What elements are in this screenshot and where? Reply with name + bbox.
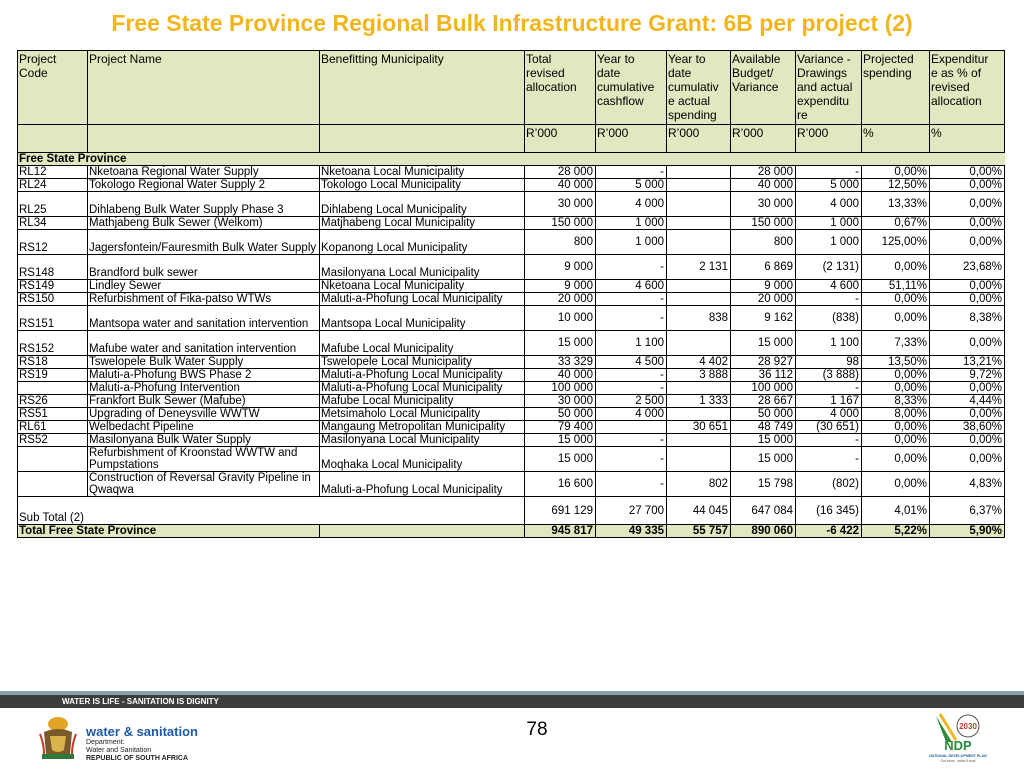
table-cell: 1 333 — [667, 395, 731, 408]
table-row — [18, 356, 1005, 369]
table-row — [18, 331, 1005, 356]
table-cell — [667, 382, 731, 395]
table-cell — [667, 293, 731, 306]
table-row — [18, 434, 1005, 447]
table-cell: 0,00% — [862, 382, 930, 395]
page-title: Free State Province Regional Bulk Infrastructure Grant: 6B per project (2) — [111, 10, 913, 36]
table-cell: Jagersfontein/Fauresmith Bulk Water Supply — [88, 230, 320, 255]
table-cell: Masilonyana Local Municipality — [320, 434, 525, 447]
unit-header-8: R’000 — [796, 125, 862, 153]
table-cell: RS148 — [18, 255, 88, 280]
table-cell: (2 131) — [796, 255, 862, 280]
region-label: Free State Province — [18, 153, 1005, 166]
table-cell — [18, 472, 88, 497]
subtotal-label: Sub Total (2) — [18, 497, 525, 525]
table-cell: 0,00% — [930, 280, 1005, 293]
department-name: water & sanitation — [86, 724, 198, 739]
table-cell: Mangaung Metropolitan Municipality — [320, 421, 525, 434]
total-value: -6 422 — [796, 525, 862, 538]
table-cell: 1 000 — [796, 230, 862, 255]
table-cell: 10 000 — [525, 306, 596, 331]
table-cell: 15 000 — [731, 447, 796, 472]
table-cell: - — [796, 382, 862, 395]
total-value: 890 060 — [731, 525, 796, 538]
column-header-4: Total revised allocation — [525, 51, 596, 125]
table-cell — [667, 408, 731, 421]
table-cell: 13,50% — [862, 356, 930, 369]
table-cell: 0,00% — [862, 255, 930, 280]
table-row — [18, 306, 1005, 331]
table-cell: Maluti-a-Phofung Local Municipality — [320, 293, 525, 306]
table-cell: 802 — [667, 472, 731, 497]
table-cell: Metsimaholo Local Municipality — [320, 408, 525, 421]
table-cell: 9,72% — [930, 369, 1005, 382]
table-cell: RS18 — [18, 356, 88, 369]
table-row — [18, 447, 1005, 472]
table-cell: - — [596, 369, 667, 382]
table-cell: RS151 — [18, 306, 88, 331]
grant-table-container — [17, 50, 1004, 538]
table-cell: 1 100 — [796, 331, 862, 356]
table-cell: 36 112 — [731, 369, 796, 382]
table-cell: 150 000 — [731, 217, 796, 230]
table-cell: Maluti-a-Phofung Intervention — [88, 382, 320, 395]
table-cell — [596, 421, 667, 434]
table-cell: RS52 — [18, 434, 88, 447]
table-cell: Maluti-a-Phofung Local Municipality — [320, 382, 525, 395]
unit-header-5: R’000 — [596, 125, 667, 153]
table-cell: 28 000 — [731, 166, 796, 179]
table-cell: 8,00% — [862, 408, 930, 421]
table-row — [18, 179, 1005, 192]
ndp-line-2: Our future - make it work — [940, 759, 976, 763]
table-cell: 15 000 — [525, 434, 596, 447]
table-cell: RS150 — [18, 293, 88, 306]
department-line-2: Water and Sanitation — [86, 747, 152, 754]
table-cell: 8,38% — [930, 306, 1005, 331]
table-row — [18, 293, 1005, 306]
table-cell: Tswelopele Bulk Water Supply — [88, 356, 320, 369]
table-cell: Welbedacht Pipeline — [88, 421, 320, 434]
table-cell: Maluti-a-Phofung Local Municipality — [320, 369, 525, 382]
table-cell: (3 888) — [796, 369, 862, 382]
subtotal-value: 44 045 — [667, 497, 731, 525]
table-cell: Masilonyana Bulk Water Supply — [88, 434, 320, 447]
total-value: 5,90% — [930, 525, 1005, 538]
table-cell: RS149 — [18, 280, 88, 293]
table-cell: 20 000 — [731, 293, 796, 306]
unit-header-9: % — [862, 125, 930, 153]
table-cell: 7,33% — [862, 331, 930, 356]
subtotal-value: 6,37% — [930, 497, 1005, 525]
table-cell: 0,00% — [930, 382, 1005, 395]
table-cell: - — [596, 166, 667, 179]
table-cell: 0,67% — [862, 217, 930, 230]
table-cell: 100 000 — [525, 382, 596, 395]
table-cell: RL34 — [18, 217, 88, 230]
page-number: 78 — [526, 719, 548, 740]
table-row — [18, 255, 1005, 280]
table-cell: 50 000 — [525, 408, 596, 421]
table-cell: - — [596, 255, 667, 280]
table-row — [18, 421, 1005, 434]
table-cell: 98 — [796, 356, 862, 369]
total-value: 55 757 — [667, 525, 731, 538]
table-cell: 1 000 — [596, 230, 667, 255]
region-row — [18, 153, 1005, 166]
table-row — [18, 369, 1005, 382]
table-cell — [18, 447, 88, 472]
table-cell: 1 167 — [796, 395, 862, 408]
table-row — [18, 395, 1005, 408]
table-cell — [667, 217, 731, 230]
coat-of-arms-icon — [38, 714, 78, 762]
table-cell: 3 888 — [667, 369, 731, 382]
table-cell: RS19 — [18, 369, 88, 382]
table-cell: - — [596, 447, 667, 472]
table-cell: - — [596, 293, 667, 306]
table-cell: 28 000 — [525, 166, 596, 179]
table-cell: Maluti-a-Phofung BWS Phase 2 — [88, 369, 320, 382]
table-cell — [667, 447, 731, 472]
column-header-5: Year to date cumulative cashflow — [596, 51, 667, 125]
table-cell: 0,00% — [930, 192, 1005, 217]
table-cell: Refurbishment of Kroonstad WWTW and Pumpstations — [88, 447, 320, 472]
subtotal-value: (16 345) — [796, 497, 862, 525]
table-cell: RS26 — [18, 395, 88, 408]
table-body — [18, 153, 1005, 538]
table-row — [18, 230, 1005, 255]
table-cell: 100 000 — [731, 382, 796, 395]
table-cell: 48 749 — [731, 421, 796, 434]
table-cell: - — [596, 382, 667, 395]
table-cell: Upgrading of Deneysville WWTW — [88, 408, 320, 421]
column-header-8: Variance - Drawings and actual expenditu re — [796, 51, 862, 125]
unit-header-4: R’000 — [525, 125, 596, 153]
table-cell: 0,00% — [930, 434, 1005, 447]
column-header-7: Available Budget/ Variance — [731, 51, 796, 125]
column-header-10: Expenditur e as % of revised allocation — [930, 51, 1005, 125]
column-header-6: Year to date cumulativ e actual spending — [667, 51, 731, 125]
table-cell: 79 400 — [525, 421, 596, 434]
column-header-1: Project Code — [18, 51, 88, 125]
table-cell: 2 500 — [596, 395, 667, 408]
table-cell: 125,00% — [862, 230, 930, 255]
ndp-label: NDP — [944, 738, 972, 753]
table-row — [18, 382, 1005, 395]
table-cell: 150 000 — [525, 217, 596, 230]
grant-table — [17, 50, 1005, 538]
table-cell: RS51 — [18, 408, 88, 421]
subtotal-value: 27 700 — [596, 497, 667, 525]
table-cell: 0,00% — [930, 408, 1005, 421]
unit-header-7: R’000 — [731, 125, 796, 153]
table-cell: Dihlabeng Local Municipality — [320, 192, 525, 217]
table-cell: Tswelopele Local Municipality — [320, 356, 525, 369]
table-cell: 13,21% — [930, 356, 1005, 369]
table-cell: Tokologo Regional Water Supply 2 — [88, 179, 320, 192]
table-cell: RL24 — [18, 179, 88, 192]
table-cell — [667, 434, 731, 447]
table-cell: 0,00% — [930, 230, 1005, 255]
table-cell: Nketoana Local Municipality — [320, 280, 525, 293]
table-cell: 30 000 — [525, 192, 596, 217]
table-cell: Mafube Local Municipality — [320, 331, 525, 356]
table-cell: 1 000 — [796, 217, 862, 230]
table-cell: 30 651 — [667, 421, 731, 434]
table-cell: - — [796, 293, 862, 306]
table-cell: 800 — [731, 230, 796, 255]
table-cell: 4 600 — [596, 280, 667, 293]
table-cell: 23,68% — [930, 255, 1005, 280]
subtotal-value: 647 084 — [731, 497, 796, 525]
unit-header-1 — [18, 125, 88, 153]
total-value: 5,22% — [862, 525, 930, 538]
table-cell: Masilonyana Local Municipality — [320, 255, 525, 280]
table-row — [18, 217, 1005, 230]
table-cell: 0,00% — [862, 434, 930, 447]
table-cell: 12,50% — [862, 179, 930, 192]
total-value: 49 335 — [596, 525, 667, 538]
table-cell: 800 — [525, 230, 596, 255]
table-cell: 838 — [667, 306, 731, 331]
table-cell: 0,00% — [862, 306, 930, 331]
table-cell: Nketoana Local Municipality — [320, 166, 525, 179]
table-cell: 28 927 — [731, 356, 796, 369]
table-cell: 2 131 — [667, 255, 731, 280]
column-header-3: Benefitting Municipality — [320, 51, 525, 125]
table-cell: 4 000 — [796, 408, 862, 421]
table-cell: 0,00% — [930, 217, 1005, 230]
table-cell: 0,00% — [930, 293, 1005, 306]
department-line-3: REPUBLIC OF SOUTH AFRICA — [86, 755, 189, 762]
table-cell: 0,00% — [862, 369, 930, 382]
table-cell: Mantsopa water and sanitation intervention — [88, 306, 320, 331]
table-row — [18, 192, 1005, 217]
table-cell: 4 000 — [596, 192, 667, 217]
unit-header-10: % — [930, 125, 1005, 153]
table-cell: 20 000 — [525, 293, 596, 306]
table-cell: 9 000 — [731, 280, 796, 293]
subtotal-value: 4,01% — [862, 497, 930, 525]
table-cell: Brandford bulk sewer — [88, 255, 320, 280]
table-cell: 4 402 — [667, 356, 731, 369]
table-cell: 0,00% — [862, 472, 930, 497]
table-cell: RS152 — [18, 331, 88, 356]
table-cell — [667, 166, 731, 179]
table-cell: Kopanong Local Municipality — [320, 230, 525, 255]
table-cell: 30 000 — [525, 395, 596, 408]
total-label: Total Free State Province — [18, 525, 320, 538]
table-cell — [667, 192, 731, 217]
table-cell — [667, 280, 731, 293]
total-row — [18, 525, 1005, 538]
table-cell: 28 667 — [731, 395, 796, 408]
ndp-logo-icon — [922, 712, 994, 764]
unit-header-3 — [320, 125, 525, 153]
table-cell: 4 000 — [796, 192, 862, 217]
table-cell: 0,00% — [862, 421, 930, 434]
table-cell: - — [796, 166, 862, 179]
table-cell: Mathjabeng Bulk Sewer (Welkom) — [88, 217, 320, 230]
unit-header-2 — [88, 125, 320, 153]
table-cell: 0,00% — [930, 447, 1005, 472]
column-header-2: Project Name — [88, 51, 320, 125]
table-cell: 8,33% — [862, 395, 930, 408]
table-cell: 51,11% — [862, 280, 930, 293]
table-cell: 0,00% — [862, 447, 930, 472]
department-line-1: Department: — [86, 739, 125, 746]
header-row — [18, 51, 1005, 125]
table-cell: 4,83% — [930, 472, 1005, 497]
table-cell: 16 600 — [525, 472, 596, 497]
table-cell: 13,33% — [862, 192, 930, 217]
table-cell: (30 651) — [796, 421, 862, 434]
table-cell: 15 798 — [731, 472, 796, 497]
table-cell: 0,00% — [930, 331, 1005, 356]
ndp-year: 2030 — [959, 722, 977, 731]
table-cell: Construction of Reversal Gravity Pipeline in Qwaqwa — [88, 472, 320, 497]
subtotal-row — [18, 497, 1005, 525]
department-logo-text — [86, 724, 198, 763]
table-cell: RS12 — [18, 230, 88, 255]
total-value: 945 817 — [525, 525, 596, 538]
table-cell: Maluti-a-Phofung Local Municipality — [320, 472, 525, 497]
table-cell: 15 000 — [525, 447, 596, 472]
table-cell: Dihlabeng Bulk Water Supply Phase 3 — [88, 192, 320, 217]
footer-slogan: WATER IS LIFE - SANITATION IS DIGNITY — [62, 697, 219, 706]
units-row — [18, 125, 1005, 153]
table-cell: 4,44% — [930, 395, 1005, 408]
table-cell: 38,60% — [930, 421, 1005, 434]
table-cell: 4 000 — [596, 408, 667, 421]
table-cell: 0,00% — [862, 166, 930, 179]
table-cell: 15 000 — [731, 331, 796, 356]
ndp-line-1: NATIONAL DEVELOPMENT PLAN — [929, 754, 987, 758]
table-cell — [667, 179, 731, 192]
table-cell: 40 000 — [731, 179, 796, 192]
table-row — [18, 472, 1005, 497]
table-cell: Mafube Local Municipality — [320, 395, 525, 408]
table-cell: Moqhaka Local Municipality — [320, 447, 525, 472]
table-cell: 40 000 — [525, 369, 596, 382]
table-cell: - — [596, 472, 667, 497]
table-cell — [18, 382, 88, 395]
table-cell: Tokologo Local Municipality — [320, 179, 525, 192]
table-cell: 30 000 — [731, 192, 796, 217]
table-cell: 5 000 — [796, 179, 862, 192]
footer-bar — [0, 695, 1024, 708]
table-cell: Frankfort Bulk Sewer (Mafube) — [88, 395, 320, 408]
table-cell: Nketoana Regional Water Supply — [88, 166, 320, 179]
unit-header-6: R’000 — [667, 125, 731, 153]
table-cell: 0,00% — [930, 166, 1005, 179]
table-cell: 5 000 — [596, 179, 667, 192]
table-cell: 50 000 — [731, 408, 796, 421]
table-cell: - — [796, 434, 862, 447]
column-header-9: Projected spending — [862, 51, 930, 125]
table-cell: 9 000 — [525, 280, 596, 293]
table-cell: 15 000 — [525, 331, 596, 356]
table-cell — [667, 230, 731, 255]
table-cell: 1 000 — [596, 217, 667, 230]
table-cell: 9 162 — [731, 306, 796, 331]
table-cell: 40 000 — [525, 179, 596, 192]
table-cell: 0,00% — [862, 293, 930, 306]
table-cell: Mantsopa Local Municipality — [320, 306, 525, 331]
table-cell: 0,00% — [930, 179, 1005, 192]
table-cell: 1 100 — [596, 331, 667, 356]
table-cell: Lindley Sewer — [88, 280, 320, 293]
table-cell: Matjhabeng Local Municipality — [320, 217, 525, 230]
table-cell: (838) — [796, 306, 862, 331]
table-cell: 9 000 — [525, 255, 596, 280]
table-row — [18, 166, 1005, 179]
table-cell: RL12 — [18, 166, 88, 179]
table-cell: Mafube water and sanitation intervention — [88, 331, 320, 356]
table-cell: RL61 — [18, 421, 88, 434]
table-cell: 15 000 — [731, 434, 796, 447]
table-cell: - — [596, 434, 667, 447]
total-blank-cell — [320, 525, 525, 538]
table-cell: 33 329 — [525, 356, 596, 369]
table-cell: - — [596, 306, 667, 331]
table-cell: - — [796, 447, 862, 472]
table-cell: RL25 — [18, 192, 88, 217]
table-cell: Refurbishment of Fika-patso WTWs — [88, 293, 320, 306]
table-cell — [667, 331, 731, 356]
table-cell: 6 869 — [731, 255, 796, 280]
table-cell: 4 600 — [796, 280, 862, 293]
table-row — [18, 280, 1005, 293]
subtotal-value: 691 129 — [525, 497, 596, 525]
table-cell: 4 500 — [596, 356, 667, 369]
table-row — [18, 408, 1005, 421]
table-cell: (802) — [796, 472, 862, 497]
